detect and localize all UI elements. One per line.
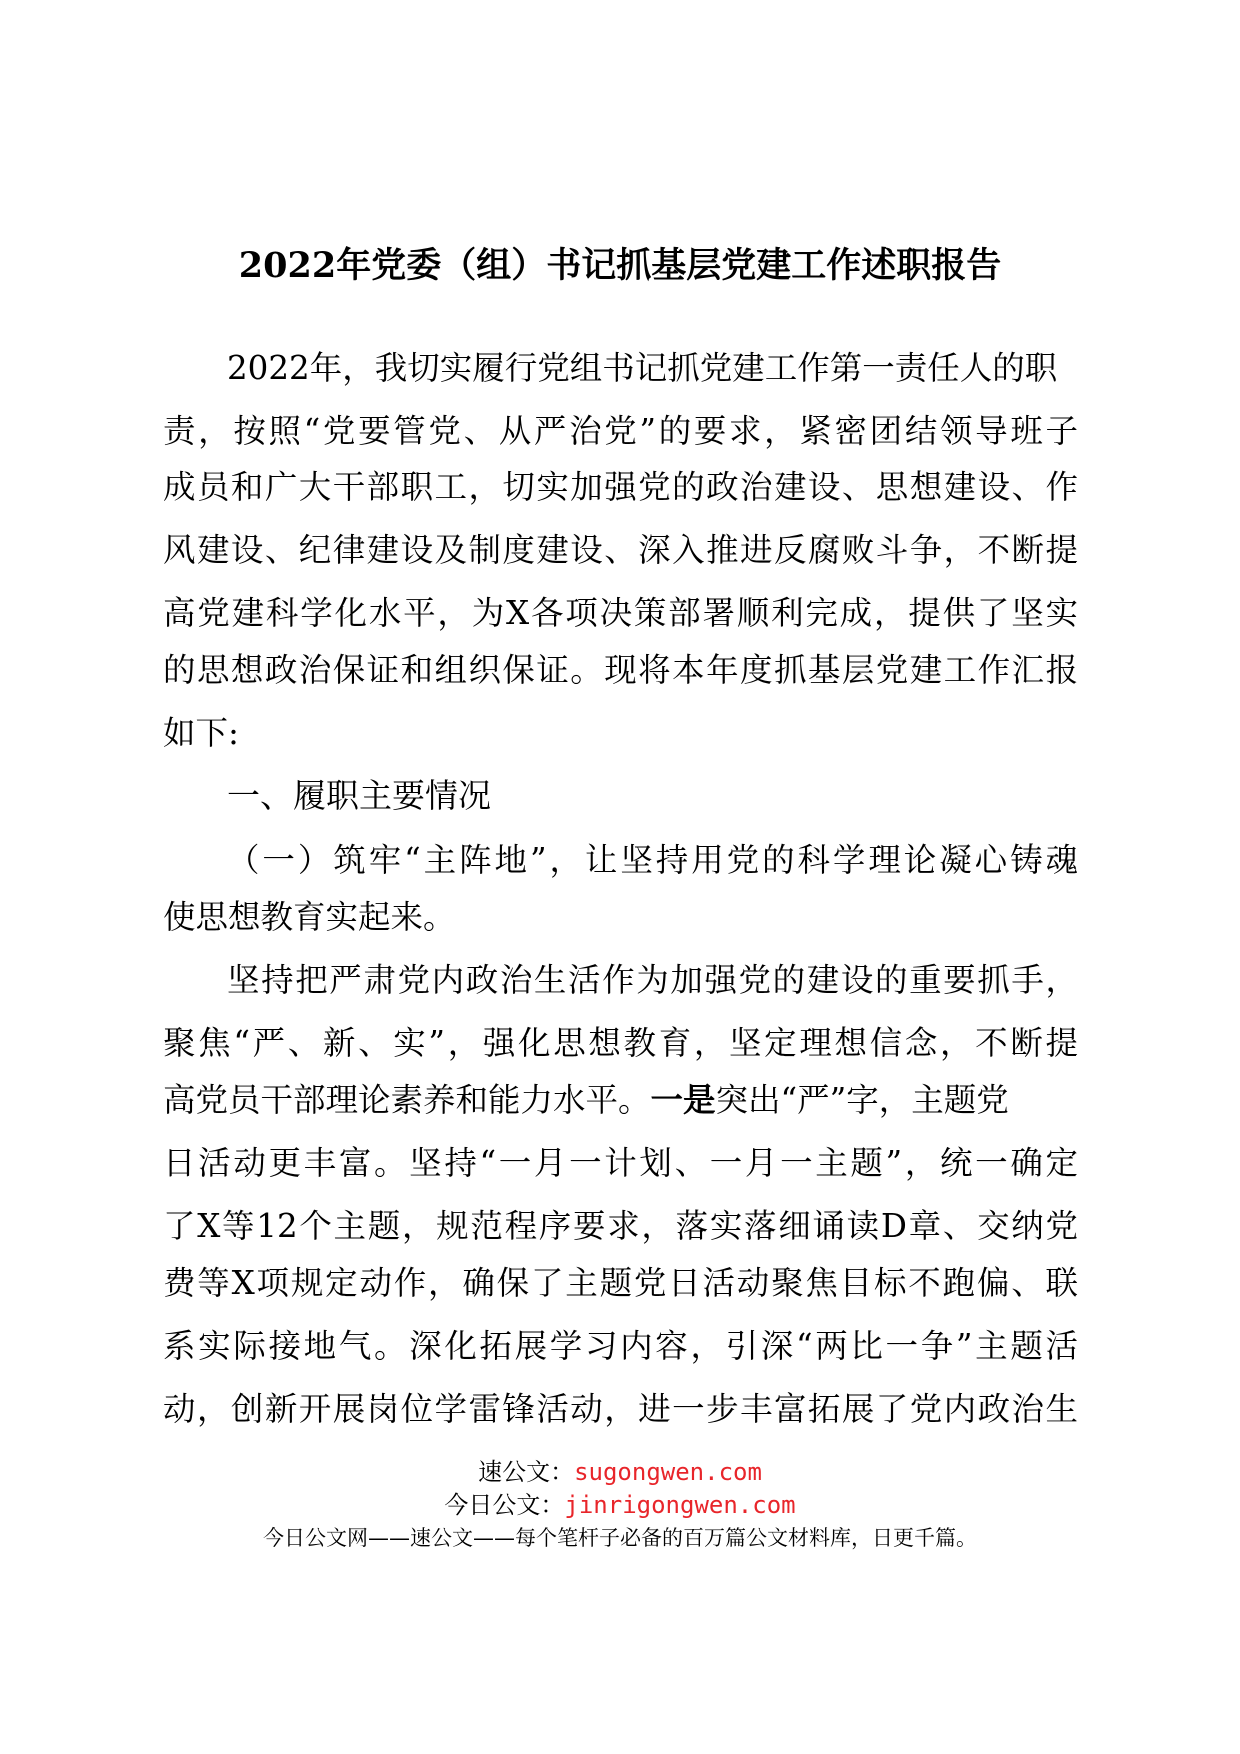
- paragraph-line: 责，按照“党要管党、从严治党”的要求，紧密团结领导班子: [163, 412, 1078, 450]
- paragraph-line: 风建设、纪律建设及制度建设、深入推进反腐败斗争，不断提: [163, 531, 1078, 569]
- footer-label: 今日公文：: [444, 1491, 565, 1519]
- emphasis-text: 一是: [650, 1080, 716, 1119]
- paragraph-line: 动，创新开展岗位学雷锋活动，进一步丰富拓展了党内政治生: [163, 1390, 1078, 1428]
- footer-tagline: 今日公文网——速公文——每个笔杆子必备的百万篇公文材料库，日更千篇。: [263, 1526, 977, 1550]
- paragraph-line: 费等X项规定动作，确保了主题党日活动聚焦目标不跑偏、联: [163, 1264, 1078, 1302]
- footer-site-line-1: [0, 1452, 1240, 1487]
- footer-link-sugongwen[interactable]: sugongwen.com: [574, 1458, 762, 1486]
- paragraph-line: 高党建科学化水平，为X各项决策部署顺利完成，提供了坚实: [163, 594, 1078, 632]
- footer-link-jinrigongwen[interactable]: jinrigongwen.com: [564, 1491, 796, 1519]
- footer-site-line-2: [0, 1485, 1240, 1520]
- subheading-line: （一）筑牢“主阵地”，让坚持用党的科学理论凝心铸魂: [227, 841, 1078, 879]
- paragraph-line: 如下:: [163, 714, 239, 752]
- paragraph-text: 突出“严”字，主题党: [715, 1081, 1009, 1119]
- paragraph-text: 高党员干部理论素养和能力水平。: [163, 1081, 651, 1119]
- paragraph-line: 2022年，我切实履行党组书记抓党建工作第一责任人的职: [227, 349, 1058, 387]
- document-title: 2022年党委（组）书记抓基层党建工作述职报告: [238, 245, 1002, 286]
- paragraph-line: [163, 1080, 1078, 1120]
- paragraph-line: 的思想政治保证和组织保证。现将本年度抓基层党建工作汇报: [163, 651, 1078, 689]
- footer-label: 速公文：: [478, 1458, 575, 1486]
- paragraph-line: 系实际接地气。深化拓展学习内容，引深“两比一争”主题活: [163, 1327, 1078, 1365]
- paragraph-line: 了X等12个主题，规范程序要求，落实落细诵读D章、交纳党: [163, 1207, 1078, 1245]
- paragraph-line: 聚焦“严、新、实”，强化思想教育，坚定理想信念，不断提: [163, 1024, 1078, 1062]
- subheading-line: 使思想教育实起来。: [163, 898, 456, 936]
- section-heading: 一、履职主要情况: [227, 776, 491, 815]
- paragraph-line: 日活动更丰富。坚持“一月一计划、一月一主题”，统一确定: [163, 1144, 1078, 1182]
- paragraph-line: 坚持把严肃党内政治生活作为加强党的建设的重要抓手，: [227, 961, 1078, 999]
- paragraph-line: 成员和广大干部职工，切实加强党的政治建设、思想建设、作: [163, 468, 1078, 506]
